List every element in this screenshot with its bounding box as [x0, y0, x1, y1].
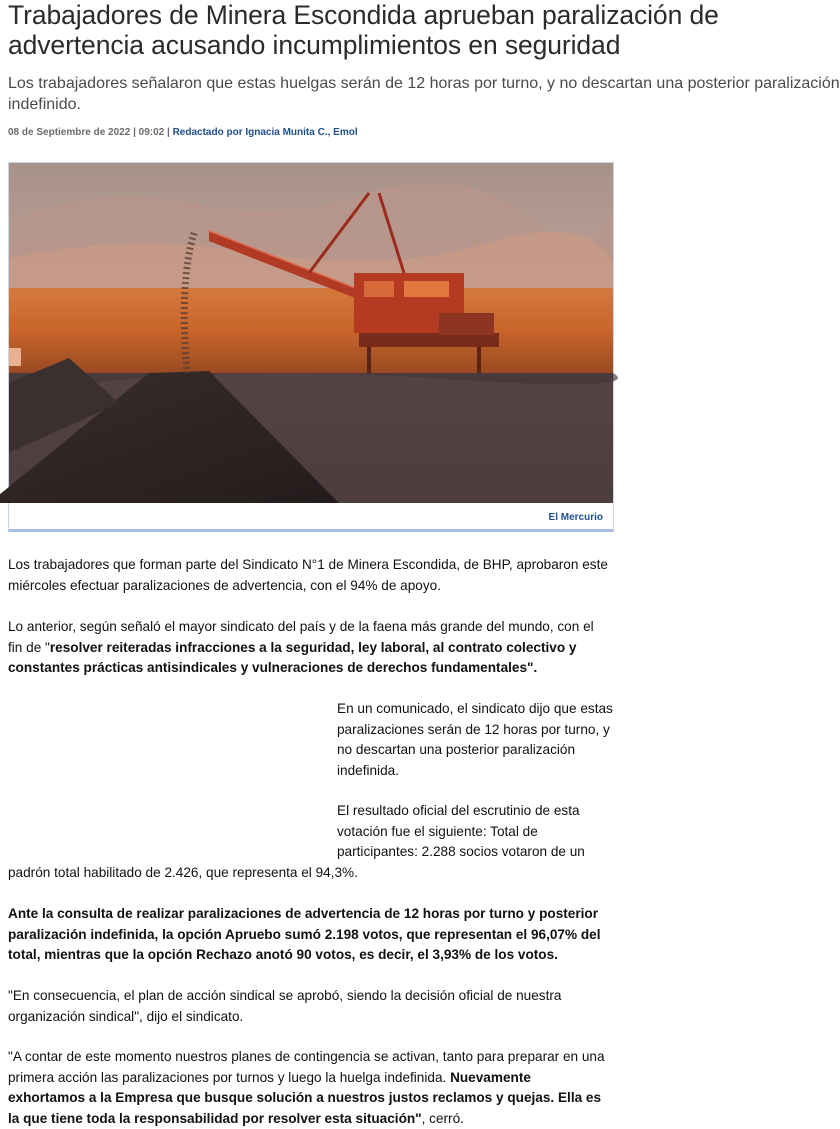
p7-bold: la que tiene toda la responsabilidad por resolver esta situación"	[8, 1110, 422, 1126]
paragraph-4-full: padrón total habilitado de 2.426, que representa el 94,3%.	[8, 865, 358, 880]
p7-plain: , cerró.	[421, 1110, 464, 1126]
p7-plain: primera acción las paralizaciones por turnos y luego la huelga indefinida.	[8, 1069, 451, 1085]
p2-bold: constantes prácticas antisindicales y vulneraciones de derechos fundamentales".	[8, 660, 538, 675]
article-photo	[8, 162, 614, 532]
paragraph-4-indented: El resultado oficial del escrutinio de esta votación fue el siguiente: Total de participantes: 2.288 socios votaron de un	[337, 803, 585, 859]
paragraph-6: "En consecuencia, el plan de acción sindical se aprobó, siendo la decisión oficial de nuestra organización sindical", dijo el sindicato.	[8, 988, 562, 1024]
mine-stacker-photo	[9, 163, 613, 503]
p2-bold: resolver reiteradas infracciones a la seguridad, ley laboral, al contrato colectivo y	[49, 639, 577, 655]
p7-bold: exhortamos a la Empresa que busque solución a nuestros justos reclamos y quejas. Ella es	[8, 1090, 602, 1105]
paragraph-7: "A contar de este momento nuestros planes de contingencia se activan, tanto para preparar en una primera acción las paralizaciones por turnos y luego la huelga indefinida. Nuevamente exhortamos a la Empresa que busque solución a nuestros justos reclamos y quejas. Ella es la que tiene toda la responsabilidad por resolver esta situación", cerró.	[8, 1049, 605, 1126]
byline	[8, 127, 358, 138]
headline-line: Trabajadores de Minera Escondida aprueban paralización de	[8, 0, 719, 30]
lead-line: Los trabajadores señalaron que estas huelgas serán de 12 horas por turno, y no descartan una posterior paralización	[8, 75, 840, 92]
lead-line: indefinido.	[8, 96, 81, 113]
article-lead	[8, 73, 840, 115]
article-headline	[8, 0, 768, 60]
p2-plain: fin de "	[8, 639, 50, 655]
paragraph-5: Ante la consulta de realizar paralizaciones de advertencia de 12 horas por turno y posterior paralización indefinida, la opción Apruebo sumó 2.198 votos, que representan el 96,07% del total, mientras que la opción Rechazo anotó 90 votos, es decir, el 3,93% de los votos.	[8, 906, 601, 962]
photo-credit: El Mercurio	[548, 512, 603, 523]
paragraph-2: Lo anterior, según señaló el mayor sindicato del país y de la faena más grande del mundo, con el fin de "resolver reiteradas infracciones a la seguridad, ley laboral, al contrato colectivo y constantes prácticas antisindicales y vulneraciones de derechos fundamentales".	[8, 619, 594, 675]
paragraph-1: Los trabajadores que forman parte del Sindicato N°1 de Minera Escondida, de BHP, aprobaron este miércoles efectuar paralizaciones de advertencia, con el 94% de apoyo.	[8, 557, 608, 593]
paragraph-3: En un comunicado, el sindicato dijo que estas paralizaciones serán de 12 horas por turno, y no descartan una posterior paralización indefinida.	[337, 701, 613, 778]
p7-bold: Nuevamente	[450, 1069, 531, 1085]
headline-line: advertencia acusando incumplimientos en seguridad	[8, 30, 621, 60]
publish-date: 08 de Septiembre de 2022 | 09:02 |	[8, 127, 170, 138]
author-link[interactable]: Redactado por Ignacia Munita C., Emol	[172, 127, 358, 138]
